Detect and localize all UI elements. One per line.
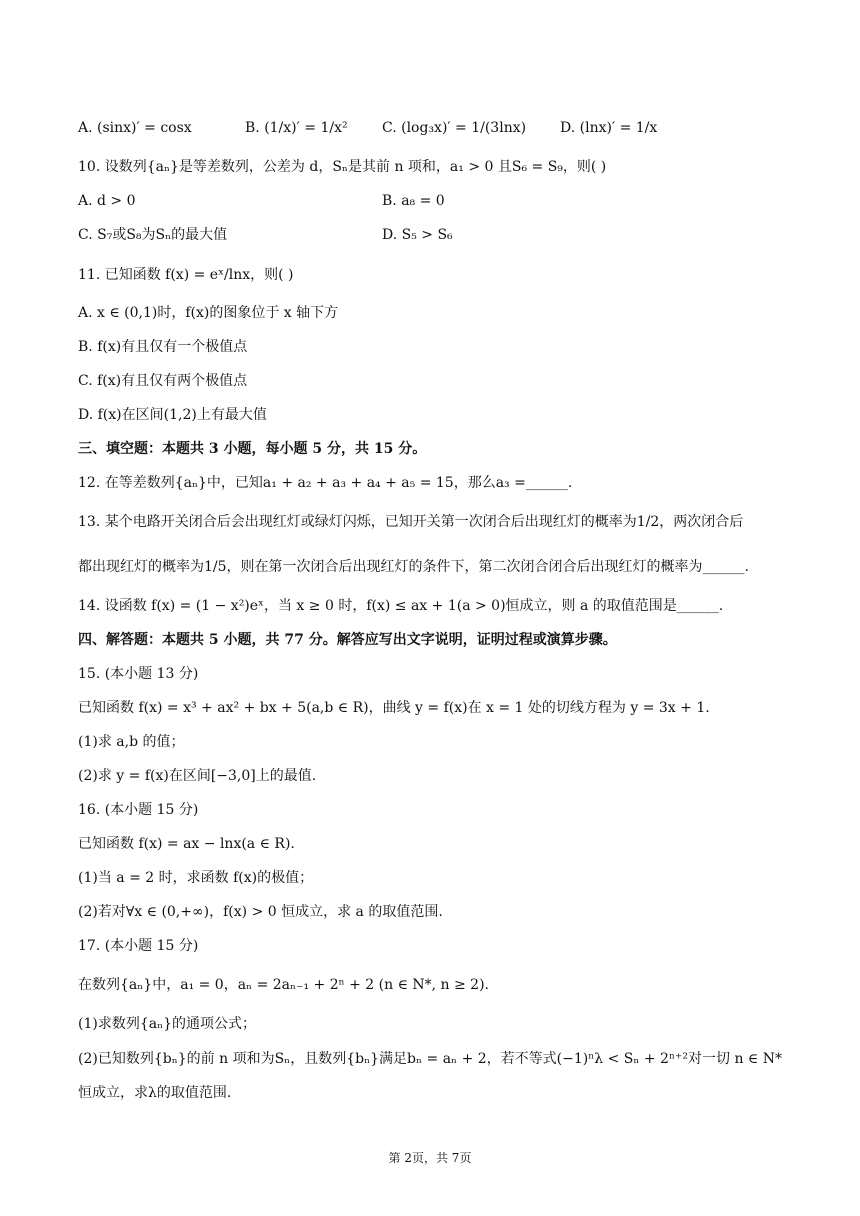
q15-part2: (2)求 y = f(x)在区间[−3,0]上的最值.: [78, 768, 317, 784]
q10-stem: 10. 设数列{aₙ}是等差数列，公差为 d，Sₙ是其前 n 项和，a₁ > 0 且S₆ = S₉，则( ): [78, 159, 607, 175]
q11-option-c: C. f(x)有且仅有两个极值点: [78, 373, 248, 389]
q15-stem: 已知函数 f(x) = x³ + ax² + bx + 5(a,b ∈ R)，曲线 y = f(x)在 x = 1 处的切线方程为 y = 3x + 1.: [78, 700, 710, 716]
q9-option-d: D. (lnx)′ = 1/x: [560, 120, 658, 136]
q16-stem: 已知函数 f(x) = ax − lnx(a ∈ R).: [78, 836, 295, 852]
q10-option-a: A. d > 0: [78, 193, 136, 209]
q16-heading: 16. (本小题 15 分): [78, 802, 199, 818]
q17-heading: 17. (本小题 15 分): [78, 938, 199, 954]
q16-part1: (1)当 a = 2 时，求函数 f(x)的极值；: [78, 870, 314, 886]
q13-text-line1: 13. 某个电路开关闭合后会出现红灯或绿灯闪烁，已知开关第一次闭合后出现红灯的概率为1/2，两次闭合后: [78, 514, 744, 530]
q10-option-d: D. S₅ > S₆: [382, 227, 453, 243]
q12-text: 12. 在等差数列{aₙ}中，已知a₁ + a₂ + a₃ + a₄ + a₅ = 15，那么a₃ =______.: [78, 475, 573, 491]
q15-part1: (1)求 a,b 的值；: [78, 734, 185, 750]
q17-part2-continued: 恒成立，求λ的取值范围.: [78, 1085, 232, 1101]
q9-option-c: C. (log₃x)′ = 1/(3lnx): [382, 120, 527, 136]
q11-option-d: D. f(x)在区间(1,2)上有最大值: [78, 407, 267, 423]
q17-part2: (2)已知数列{bₙ}的前 n 项和为Sₙ，且数列{bₙ}满足bₙ = aₙ + 2，若不等式(−1)ⁿλ < Sₙ + 2ⁿ⁺²对一切 n ∈ N*: [78, 1051, 782, 1067]
q17-stem: 在数列{aₙ}中，a₁ = 0，aₙ = 2aₙ₋₁ + 2ⁿ + 2 (n ∈ N*, n ≥ 2).: [78, 977, 490, 993]
q9-option-b: B. (1/x)′ = 1/x²: [245, 120, 348, 136]
q14-text: 14. 设函数 f(x) = (1 − x²)eˣ，当 x ≥ 0 时，f(x) ≤ ax + 1(a > 0)恒成立，则 a 的取值范围是______.: [78, 598, 724, 614]
section-answer-heading: 四、解答题：本题共 5 小题，共 77 分。解答应写出文字说明，证明过程或演算步骤。: [78, 632, 617, 648]
q11-stem: 11. 已知函数 f(x) = eˣ/lnx，则( ): [78, 267, 294, 283]
q13-text-line2: 都出现红灯的概率为1/5，则在第一次闭合后出现红灯的条件下，第二次闭合闭合后出现红灯的概率为______.: [78, 559, 749, 575]
q10-option-c: C. S₇或S₈为Sₙ的最大值: [78, 227, 228, 243]
q17-part1: (1)求数列{aₙ}的通项公式；: [78, 1016, 257, 1032]
q16-part2: (2)若对∀x ∈ (0,+∞)，f(x) > 0 恒成立，求 a 的取值范围.: [78, 904, 443, 920]
q11-option-a: A. x ∈ (0,1)时，f(x)的图象位于 x 轴下方: [78, 305, 339, 321]
page-footer: 第 2页，共 7页: [388, 1151, 472, 1165]
q11-option-b: B. f(x)有且仅有一个极值点: [78, 339, 248, 355]
section-fill-in-heading: 三、填空题：本题共 3 小题，每小题 5 分，共 15 分。: [78, 441, 427, 457]
q15-heading: 15. (本小题 13 分): [78, 666, 199, 682]
q10-option-b: B. a₈ = 0: [382, 193, 445, 209]
q9-option-a: A. (sinx)′ = cosx: [78, 120, 192, 136]
